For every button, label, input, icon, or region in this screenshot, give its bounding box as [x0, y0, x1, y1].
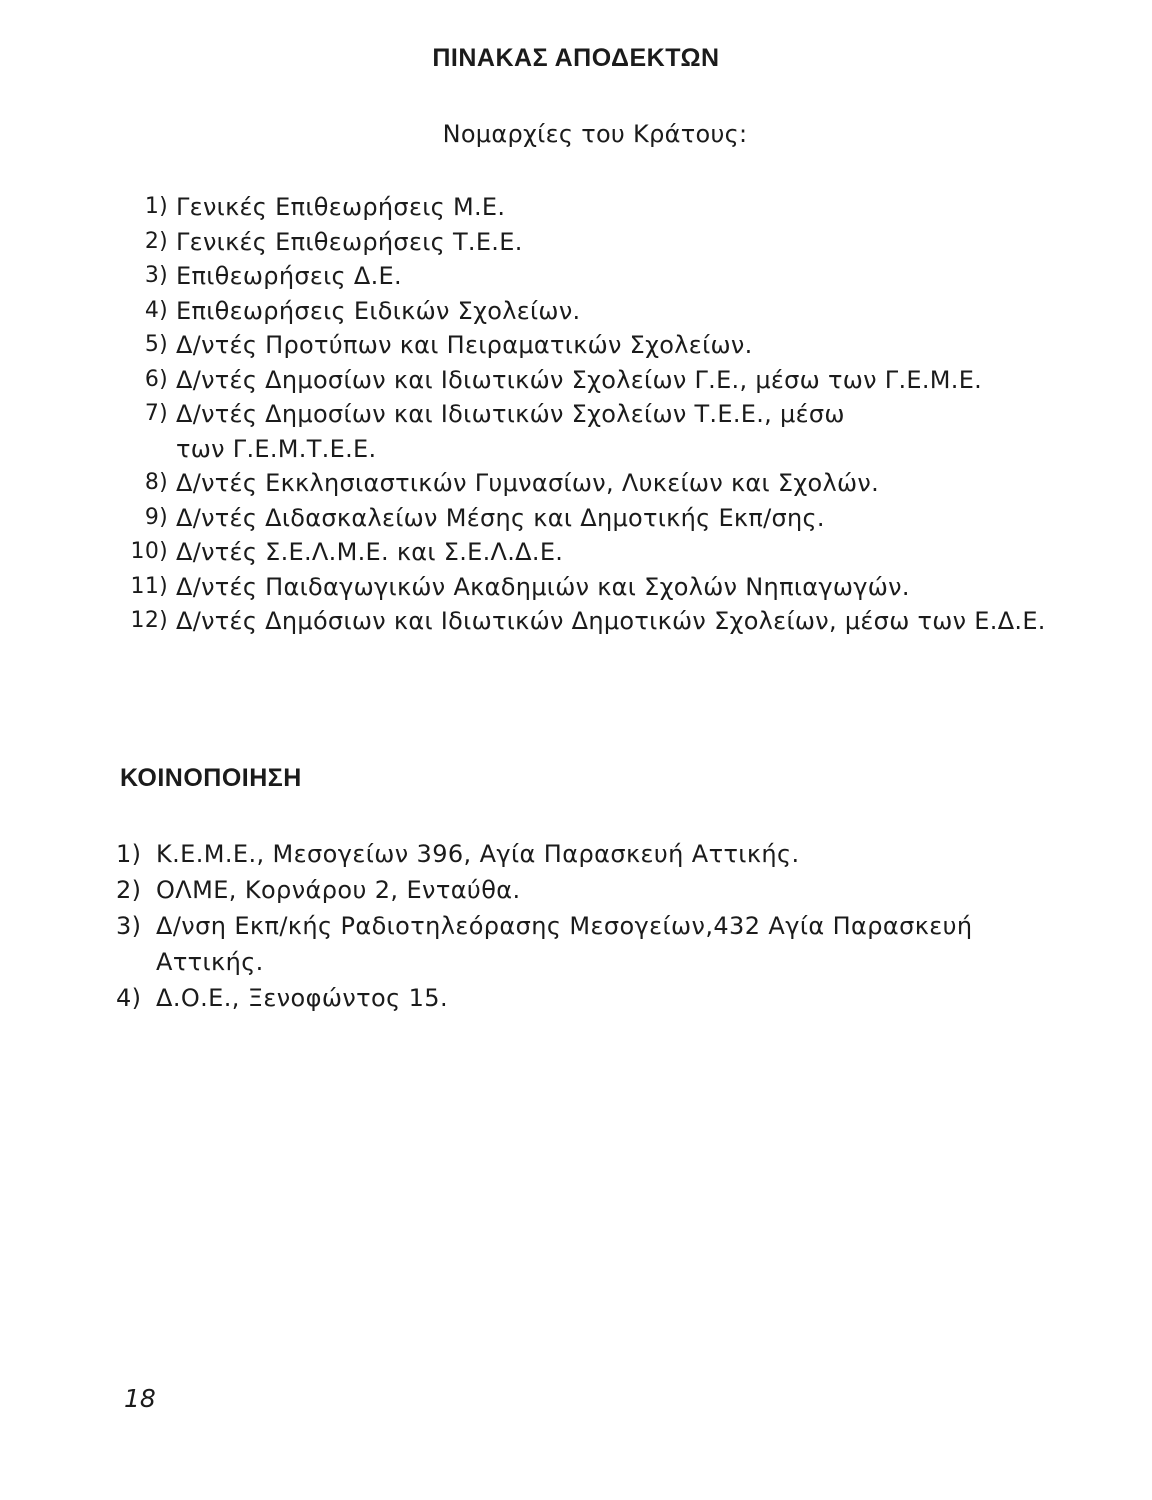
- item-text: Δ/ντές Παιδαγωγικών Ακαδημιών και Σχολών Νηπιαγωγών.: [176, 572, 910, 601]
- item-number: 3): [144, 263, 168, 288]
- item-text: Επιθεωρήσεις Ειδικών Σχολείων.: [176, 296, 581, 325]
- list-item: [112, 501, 1132, 536]
- page-number: 18: [124, 1384, 156, 1413]
- list-item: [112, 535, 1132, 570]
- item-text: Δ/ντές Δημοσίων και Ιδιωτικών Σχολείων Τ.Ε.Ε., μέσω των Γ.Ε.Μ.Τ.Ε.Ε.: [176, 400, 845, 463]
- list-item: [112, 363, 1132, 398]
- list-item: [112, 466, 1132, 501]
- item-number: 2): [144, 228, 168, 254]
- item-text: Γενικές Επιθεωρήσεις Μ.Ε.: [176, 193, 506, 221]
- cc-list: [116, 836, 1136, 1016]
- item-text: Δ/ντές Δημόσιων και Ιδιωτικών Δημοτικών Σχολείων, μέσω των Ε.Δ.Ε.: [176, 607, 1046, 635]
- item-number: 6): [144, 366, 168, 392]
- item-number: 10): [130, 539, 168, 564]
- item-number: 4): [116, 984, 142, 1012]
- item-text: Επιθεωρήσεις Δ.Ε.: [176, 262, 402, 290]
- item-number: 1): [116, 840, 142, 868]
- item-number: 7): [144, 401, 168, 426]
- list-item: [112, 328, 1132, 363]
- document-title: ΠΙΝΑΚΑΣ ΑΠΟΔΕΚΤΩΝ: [432, 44, 720, 72]
- item-text: Δ/νση Εκπ/κής Ραδιοτηλεόρασης Μεσογείων,432 Αγία Παρασκευή Αττικής.: [156, 912, 973, 976]
- item-text: Δ/ντές Εκκλησιαστικών Γυμνασίων, Λυκείων και Σχολών.: [176, 469, 880, 497]
- item-text: Δ/ντές Διδασκαλείων Μέσης και Δημοτικής Εκπ/σης.: [176, 503, 825, 532]
- item-number: 12): [130, 608, 168, 633]
- list-item: [116, 872, 1136, 908]
- item-number: 4): [144, 297, 168, 323]
- list-item: [116, 908, 1136, 980]
- item-number: 11): [130, 573, 168, 599]
- recipients-list: [112, 190, 1132, 639]
- list-item: [112, 570, 1132, 605]
- item-text: Δ/ντές Προτύπων και Πειραματικών Σχολείων.: [176, 331, 753, 359]
- list-item: [112, 225, 1132, 260]
- list-item: [112, 397, 1132, 466]
- document-subtitle: Νομαρχίες του Κράτους:: [442, 120, 748, 148]
- item-number: 2): [116, 876, 142, 904]
- cc-heading: ΚΟΙΝΟΠΟΙΗΣΗ: [120, 764, 302, 792]
- list-item: [116, 980, 1136, 1016]
- item-number: 9): [144, 504, 168, 530]
- list-item: [116, 836, 1136, 872]
- item-text: Γενικές Επιθεωρήσεις Τ.Ε.Ε.: [176, 227, 523, 256]
- item-text: Δ/ντές Δημοσίων και Ιδιωτικών Σχολείων Γ.Ε., μέσω των Γ.Ε.Μ.Ε.: [176, 365, 983, 394]
- item-text: Δ.Ο.Ε., Ξενοφώντος 15.: [156, 984, 448, 1012]
- item-number: 5): [144, 332, 168, 357]
- item-number: 3): [116, 912, 142, 940]
- list-item: [112, 190, 1132, 225]
- item-text: Κ.Ε.Μ.Ε., Μεσογείων 396, Αγία Παρασκευή Αττικής.: [156, 840, 800, 868]
- item-text: Δ/ντές Σ.Ε.Λ.Μ.Ε. και Σ.Ε.Λ.Δ.Ε.: [176, 538, 564, 566]
- list-item: [112, 294, 1132, 329]
- item-text: ΟΛΜΕ, Κορνάρου 2, Ενταύθα.: [156, 876, 521, 904]
- list-item: [112, 259, 1132, 294]
- list-item: [112, 604, 1132, 639]
- item-number: 8): [144, 470, 168, 495]
- item-number: 1): [144, 194, 168, 219]
